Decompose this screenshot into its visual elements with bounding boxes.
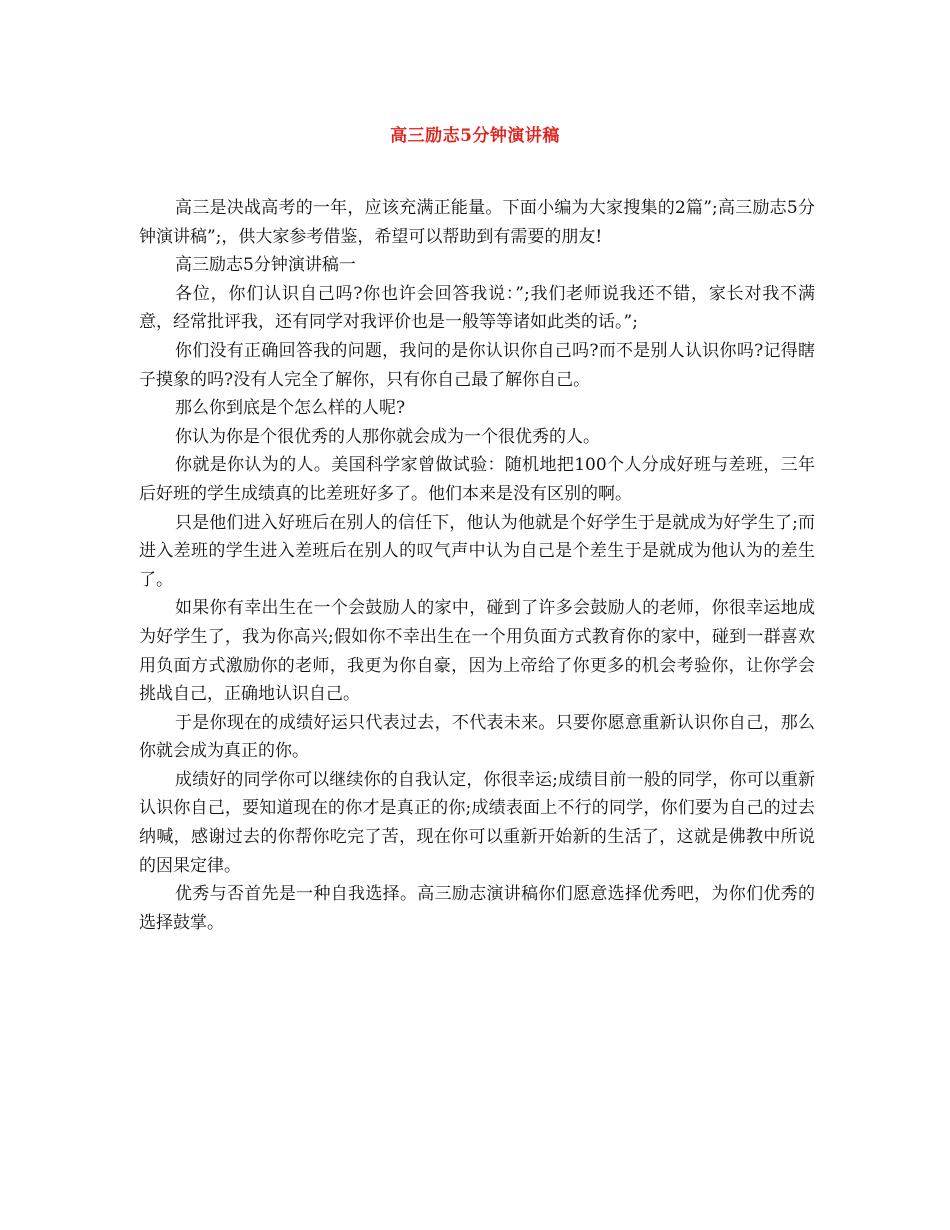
document-body <box>139 194 815 937</box>
paragraph: 你们没有正确回答我的问题，我问的是你认识你自己吗?而不是别人认识你吗?记得瞎子摸象的吗?没有人完全了解你，只有你自己最了解你自己。 <box>139 340 815 390</box>
paragraph: 你就是你认为的人。美国科学家曾做试验：随机地把100个人分成好班与差班，三年后好班的学生成绩真的比差班好多了。他们本来是没有区别的啊。 <box>139 455 815 504</box>
document-title: 高三励志5分钟演讲稿 <box>390 126 560 146</box>
paragraph: 那么你到底是个怎么样的人呢? <box>175 398 406 419</box>
paragraph-heading-speech-one: 高三励志5分钟演讲稿一 <box>175 255 356 276</box>
paragraph-intro: 高三是决战高考的一年，应该充满正能量。下面小编为大家搜集的2篇”;高三励志5分钟演讲稿”;，供大家参考借鉴，希望可以帮助到有需要的朋友! <box>139 198 815 247</box>
paragraph: 只是他们进入好班后在别人的信任下，他认为他就是个好学生于是就成为好学生了;而进入差班的学生进入差班后在别人的叹气声中认为自己是个差生于是就成为他认为的差生了。 <box>139 512 815 590</box>
paragraph: 成绩好的同学你可以继续你的自我认定，你很幸运;成绩目前一般的同学，你可以重新认识你自己，要知道现在的你才是真正的你;成绩表面上不行的同学，你们要为自己的过去纳喊，感谢过去的你帮你吃完了苦，现在你可以重新开始新的生活了，这就是佛教中所说的因果定律。 <box>139 769 815 876</box>
paragraph: 于是你现在的成绩好运只代表过去，不代表未来。只要你愿意重新认识你自己，那么你就会成为真正的你。 <box>139 712 815 762</box>
paragraph: 你认为你是个很优秀的人那你就会成为一个很优秀的人。 <box>175 426 600 447</box>
paragraph: 各位，你们认识自己吗?你也许会回答我说：”;我们老师说我还不错，家长对我不满意，经常批评我，还有同学对我评价也是一般等等诸如此类的话。”; <box>139 283 815 333</box>
paragraph: 如果你有幸出生在一个会鼓励人的家中，碰到了许多会鼓励人的老师，你很幸运地成为好学生了，我为你高兴;假如你不幸出生在一个用负面方式教育你的家中，碰到一群喜欢用负面方式激励你的老师，我更为你自豪，因为上帝给了你更多的机会考验你，让你学会挑战自己，正确地认识自己。 <box>139 598 815 705</box>
paragraph: 优秀与否首先是一种自我选择。高三励志演讲稿你们愿意选择优秀吧，为你们优秀的选择鼓掌。 <box>139 884 815 933</box>
